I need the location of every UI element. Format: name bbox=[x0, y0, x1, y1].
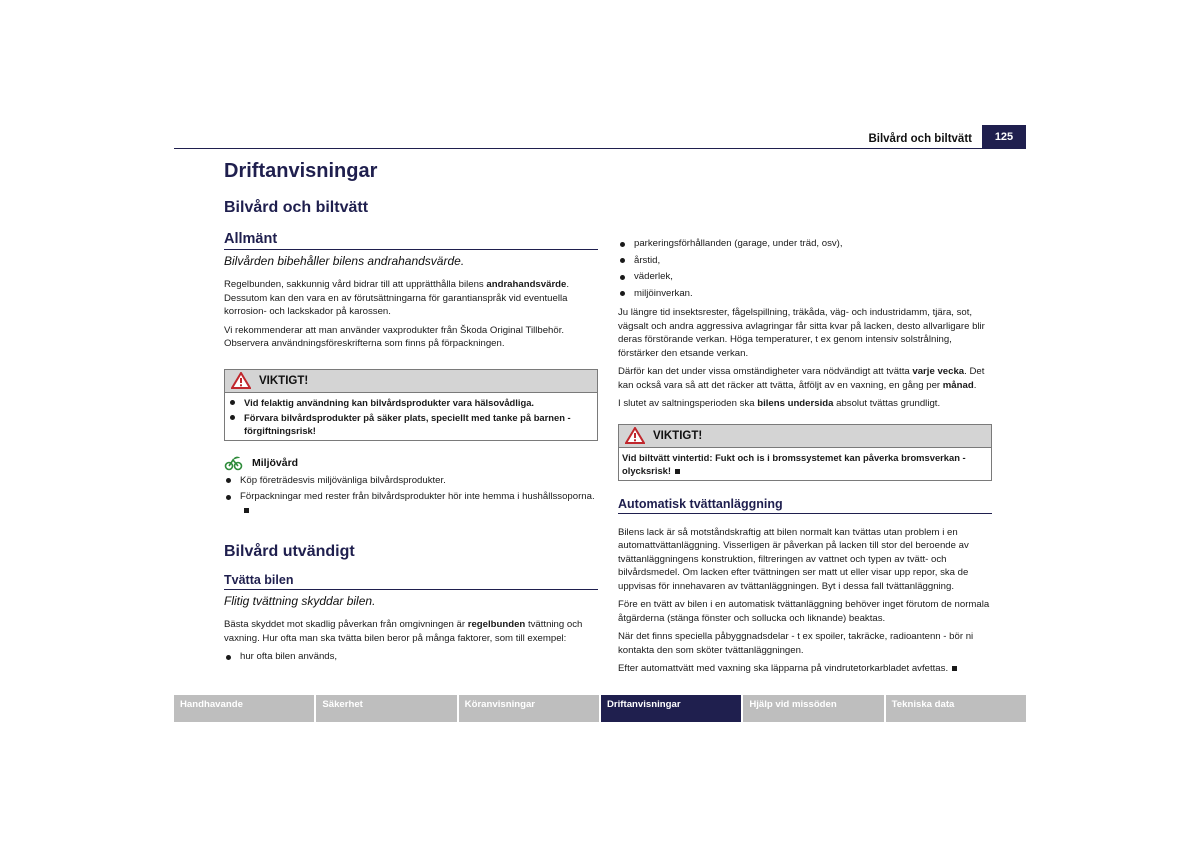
paragraph-underside: I slutet av saltningsperioden ska bilens undersida absolut tvättas grundligt. bbox=[618, 398, 941, 409]
list-item: Förvara bilvårdsprodukter på säker plats, speciellt med tanke på barnen - förgiftningsrisk! bbox=[228, 411, 592, 437]
nav-tab-koranvisningar[interactable]: Köranvisningar bbox=[459, 695, 599, 722]
chapter-navigation bbox=[174, 695, 1026, 722]
nav-tab-handhavande[interactable]: Handhavande bbox=[174, 695, 314, 722]
list-item: miljöinverkan. bbox=[618, 287, 992, 301]
paragraph-automatic-2: Före en tvätt av bilen i en automatisk tvättanläggning behöver inget förutom de normala åtgärderna (stänga fönster och sollucka och liknande) beaktas. bbox=[618, 599, 990, 624]
warning-text: Vid biltvätt vintertid: Fukt och is i bromssystemet kan påverka bromsverkan - olycksrisk! bbox=[622, 451, 966, 476]
paragraph-allmant-2: Vi rekommenderar att man använder vaxprodukter från Škoda Original Tillbehör. Observera användningsföreskrifterna som finns på förpackningen. bbox=[224, 324, 565, 349]
list-item: Vid felaktig användning kan bilvårdsprodukter vara hälsovådliga. bbox=[228, 396, 592, 409]
heading-allmant: Allmänt bbox=[224, 231, 598, 250]
end-mark-icon bbox=[952, 666, 957, 671]
list-item: Köp företrädesvis miljövänliga bilvårdsprodukter. bbox=[224, 474, 598, 488]
environment-header bbox=[224, 455, 598, 471]
paragraph-automatic-1: Bilens lack är så motståndskraftig att bilen normalt kan tvättas utan problem i en automattvättanläggning. Visserligen är påverkan på lacken till stor del beroende av tvättanläggningens konstruktion, filtreringen av vattnet och typen av tvätt- och bilvårdsmedel. Om lacken efter tvättningen ser matt ut eller visar upp repor, ska de uppvisas för innehavaren av tvättanläggningen. Byt i dessa fall tvättanläggning. bbox=[618, 526, 969, 592]
paragraph-automatic-4: Efter automattvätt med vaxning ska läpparna på vindrutetorkarbladet avfettas. bbox=[618, 662, 992, 676]
warning-header bbox=[225, 370, 597, 392]
list-item: parkeringsförhållanden (garage, under träd, osv), bbox=[618, 237, 992, 251]
nav-tab-sakerhet[interactable]: Säkerhet bbox=[316, 695, 456, 722]
warning-body bbox=[225, 392, 597, 440]
heading-exterior: Bilvård utvändigt bbox=[224, 543, 355, 560]
warning-triangle-icon bbox=[231, 372, 251, 389]
left-column bbox=[224, 160, 598, 664]
nav-tab-driftanvisningar[interactable]: Driftanvisningar bbox=[601, 695, 741, 722]
warning-box-left bbox=[224, 369, 598, 441]
chapter-title: Driftanvisningar bbox=[224, 160, 378, 182]
end-mark-icon bbox=[244, 508, 249, 513]
lead-allmant: Bilvården bibehåller bilens andrahandsvärde. bbox=[224, 254, 465, 268]
list-item: väderlek, bbox=[618, 270, 992, 284]
list-item: Förpackningar med rester från bilvårdsprodukter hör inte hemma i hushållssoporna. bbox=[224, 490, 598, 517]
list-item: hur ofta bilen används, bbox=[224, 650, 598, 664]
nav-tab-tekniska-data[interactable]: Tekniska data bbox=[886, 695, 1026, 722]
paragraph-automatic-3: När det finns speciella påbyggnadsdelar - t ex spoiler, takräcke, radioantenn - bör ni kontakta den som sköter tvättanläggningen. bbox=[618, 631, 974, 656]
section-title: Bilvård och biltvätt bbox=[224, 199, 369, 216]
header-rule bbox=[174, 148, 1026, 149]
paragraph-wash: Bästa skyddet mot skadlig påverkan från omgivningen är regelbunden tvättning och vaxning. Hur ofta man ska tvätta bilen beror på många faktorer, som till exempel: bbox=[224, 619, 583, 644]
lead-wash: Flitig tvättning skyddar bilen. bbox=[224, 594, 376, 608]
right-column bbox=[618, 237, 992, 676]
environment-leaf-icon bbox=[224, 455, 244, 471]
warning-title: VIKTIGT! bbox=[259, 374, 309, 387]
warning-header bbox=[619, 425, 991, 447]
subheading-wash: Tvätta bilen bbox=[224, 573, 598, 590]
paragraph-deposits: Ju längre tid insektsrester, fågelspillning, träkåda, väg- och industridamm, tjära, sot, vägsalt och andra aggressiva avlagringar får sitta kvar på lacken, desto allvarligare blir deras förstörande verkan. Höga temperaturer, t ex genom intensiv solstrålning, förstärker den etsande verkan. bbox=[618, 307, 985, 359]
nav-tab-hjalp-vid-missoden[interactable]: Hjälp vid missöden bbox=[743, 695, 883, 722]
list-item: årstid, bbox=[618, 254, 992, 268]
heading-automatic-wash: Automatisk tvättanläggning bbox=[618, 497, 992, 514]
warning-triangle-icon bbox=[625, 427, 645, 444]
end-mark-icon bbox=[675, 469, 680, 474]
warning-title: VIKTIGT! bbox=[653, 429, 703, 442]
paragraph-frequency: Därför kan det under vissa omständigheter vara nödvändigt att tvätta varje vecka. Det kan också vara så att det räcker att tvätta, åtföljt av en vaxning, en gång per månad. bbox=[618, 366, 985, 391]
running-header-title: Bilvård och biltvätt bbox=[868, 133, 972, 145]
warning-box-right bbox=[618, 424, 992, 481]
warning-body bbox=[619, 447, 991, 480]
environment-note bbox=[224, 455, 598, 518]
environment-title: Miljövård bbox=[252, 456, 299, 469]
paragraph-allmant-1: Regelbunden, sakkunnig vård bidrar till att upprätthålla bilens andrahandsvärde. Dessutom kan den vara en av förutsättningarna för garantianspråk vid eventuella korrosion- och lackskador på karossen. bbox=[224, 279, 570, 317]
page-number: 125 bbox=[982, 125, 1026, 149]
